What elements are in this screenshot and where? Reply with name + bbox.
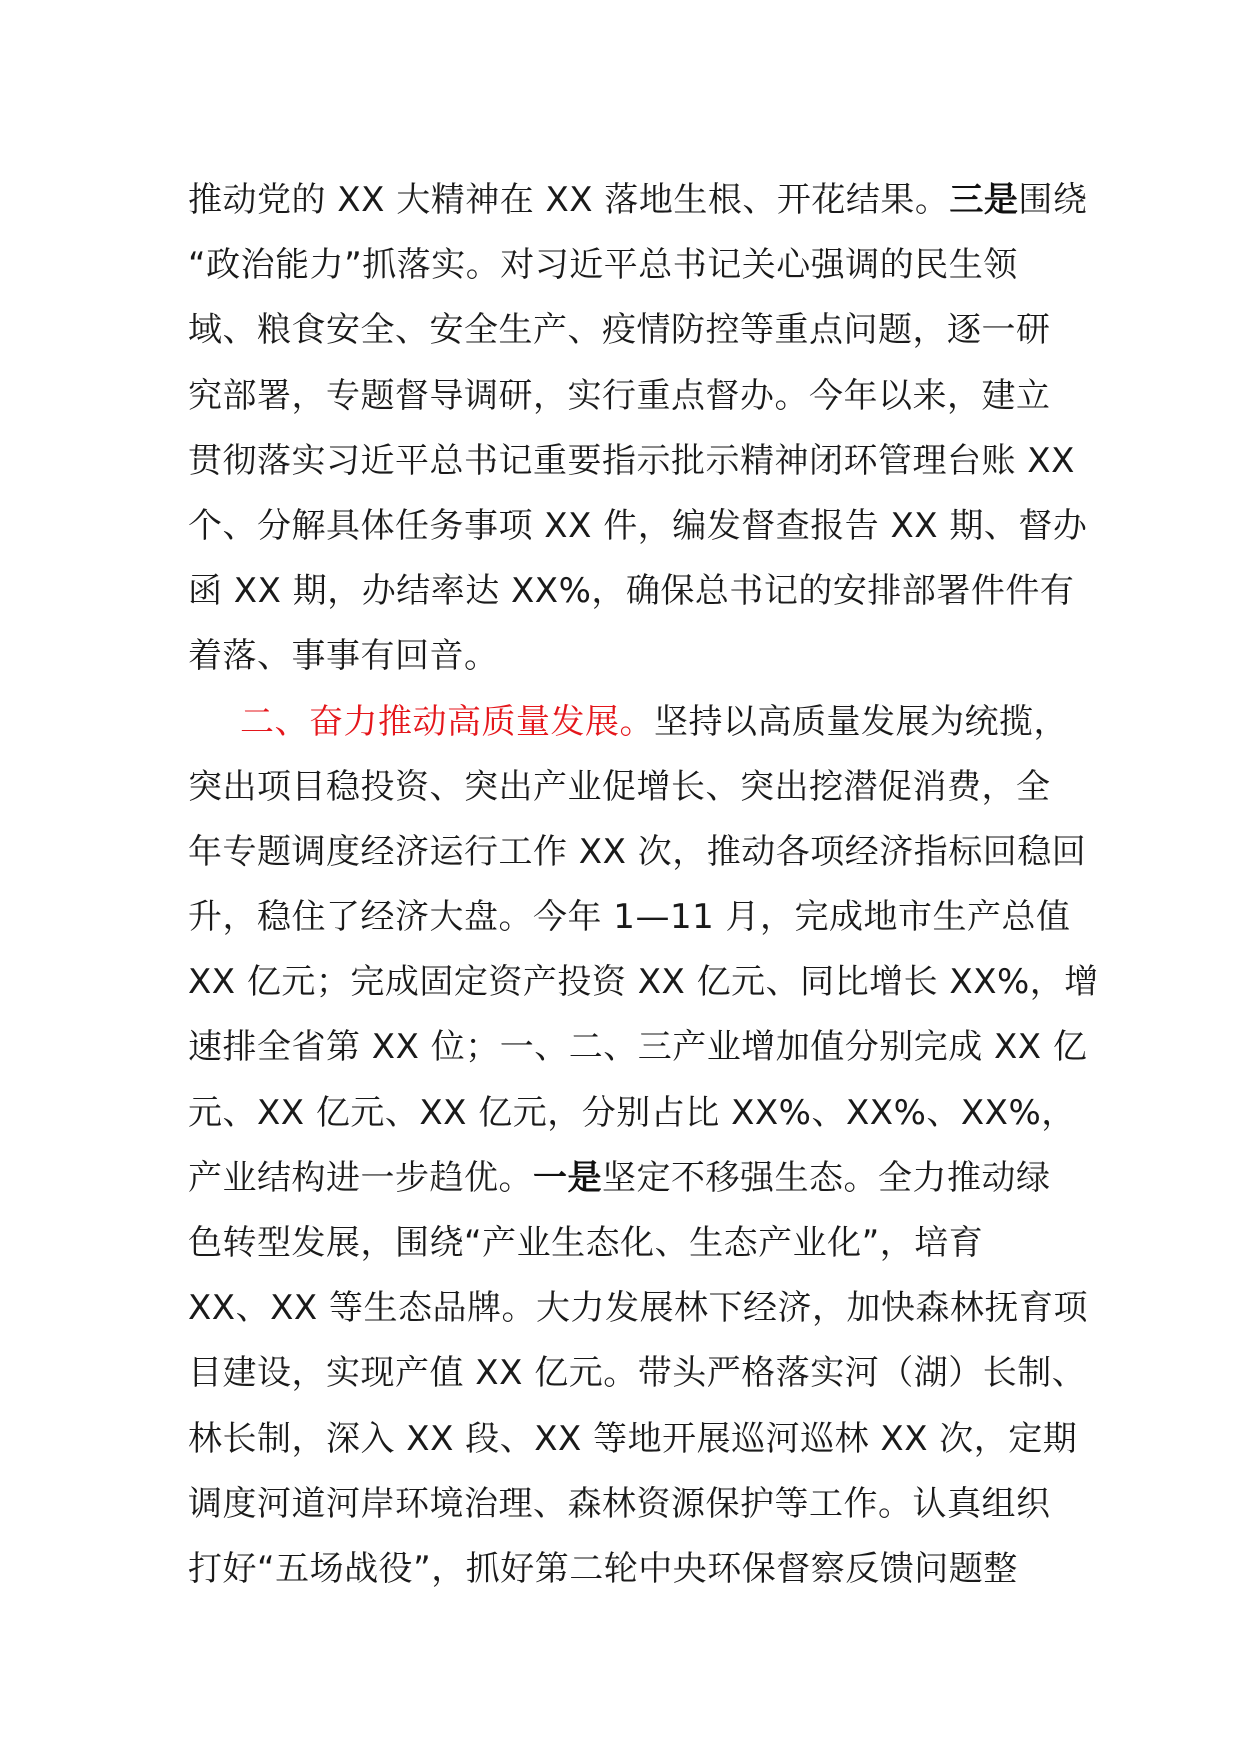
text-run: 年专题调度经济运行工作 XX 次，推动各项经济指标回稳回 <box>188 831 1087 872</box>
text-run: 贯彻落实习近平总书记重要指示批示精神闭环管理台账 XX <box>188 440 1075 481</box>
text-run: 元、XX 亿元、XX 亿元，分别占比 XX%、XX%、XX%， <box>188 1092 1076 1133</box>
text-line <box>188 755 1068 820</box>
text-line <box>188 1472 1068 1537</box>
bold-marker: 一是 <box>533 1157 602 1198</box>
text-run: 速排全省第 XX 位；一、二、三产业增加值分别完成 XX 亿 <box>188 1027 1088 1068</box>
text-run: 打好“五场战役”，抓好第二轮中央环保督察反馈问题整 <box>188 1548 1018 1589</box>
text-line <box>188 1015 1088 1080</box>
text-line <box>188 885 1071 950</box>
text-run: XX 亿元；完成固定资产投资 XX 亿元、同比增长 XX%，增 <box>188 962 1099 1003</box>
text-run: 坚定不移强生态。全力推动绿 <box>602 1157 1051 1198</box>
text-line <box>188 1146 1068 1211</box>
text-line <box>188 429 1075 494</box>
text-run: 升，稳住了经济大盘。今年 1—11 月，完成地市生产总值 <box>188 897 1071 938</box>
text-run: 究部署，专题督导调研，实行重点督办。今年以来，建立 <box>188 375 1051 416</box>
text-run: XX、XX 等生态品牌。大力发展林下经济，加快森林抚育项 <box>188 1288 1088 1329</box>
text-line <box>188 1407 1078 1472</box>
text-run: 个、分解具体任务事项 XX 件，编发督查报告 XX 期、督办 <box>188 505 1088 546</box>
text-line <box>188 364 1068 429</box>
text-line <box>188 950 1099 1015</box>
text-line <box>188 494 1088 559</box>
section-heading: 二、奋力推动高质量发展。 <box>240 701 654 742</box>
text-run: “政治能力”抓落实。对习近平总书记关心强调的民生领 <box>188 245 1018 286</box>
text-run: 林长制，深入 XX 段、XX 等地开展巡河巡林 XX 次，定期 <box>188 1418 1078 1459</box>
text-run: 目建设，实现产值 XX 亿元。带头严格落实河（湖）长制、 <box>188 1353 1087 1394</box>
text-line <box>188 1081 1076 1146</box>
text-run: 推动党的 XX 大精神在 XX 落地生根、开花结果。 <box>188 180 950 220</box>
text-line <box>188 690 1068 755</box>
text-line <box>188 1341 1087 1406</box>
text-line <box>188 168 1088 233</box>
text-run: 函 XX 期，办结率达 XX%，确保总书记的安排部署件件有 <box>188 571 1075 612</box>
text-line <box>188 1211 1068 1276</box>
text-run: 域、粮食安全、安全生产、疫情防控等重点问题，逐一研 <box>188 310 1051 351</box>
text-run: 着落、事事有回音。 <box>188 636 499 677</box>
text-line <box>188 1276 1088 1341</box>
text-line <box>188 820 1087 885</box>
text-run: 围绕 <box>1018 180 1088 220</box>
text-run: 产业结构进一步趋优。 <box>188 1157 533 1198</box>
text-run: 调度河道河岸环境治理、森林资源保护等工作。认真组织 <box>188 1483 1051 1524</box>
text-line <box>188 559 1075 624</box>
text-line <box>188 298 1068 363</box>
text-run: 色转型发展，围绕“产业生态化、生态产业化”，培育 <box>188 1223 984 1263</box>
bold-marker: 三是 <box>949 180 1019 220</box>
text-run: 突出项目稳投资、突出产业促增长、突出挖潜促消费，全 <box>188 766 1051 807</box>
body-text <box>188 168 1099 1602</box>
text-line <box>188 1537 1068 1602</box>
text-run: 坚持以高质量发展为统揽， <box>654 701 1068 742</box>
text-line <box>188 233 1068 298</box>
text-line <box>188 624 1068 689</box>
